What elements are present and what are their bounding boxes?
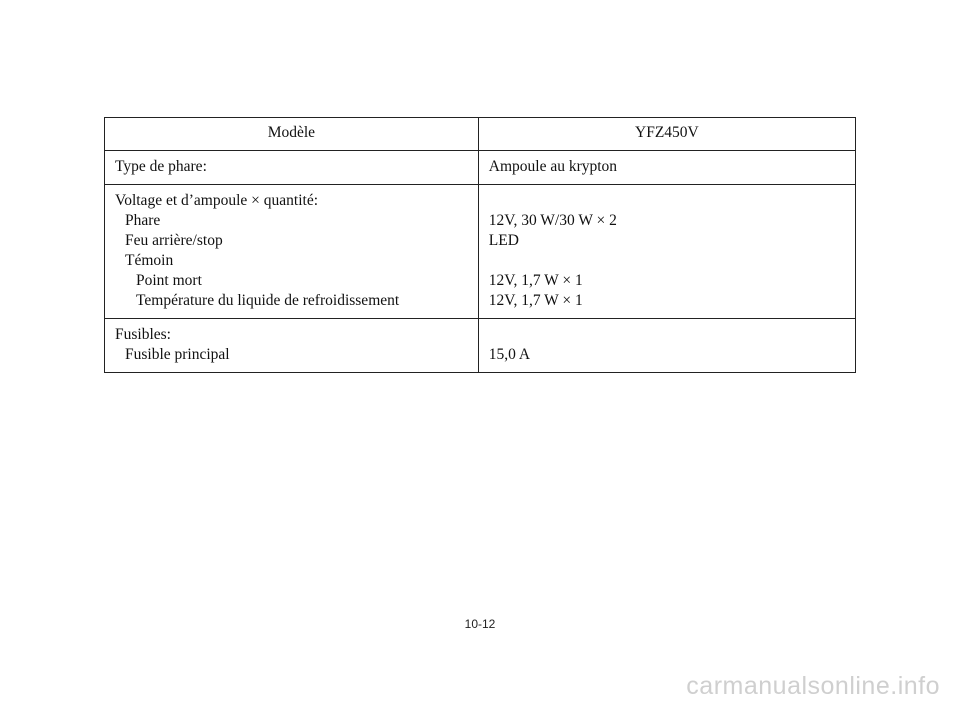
page-number: 10-12 bbox=[464, 617, 496, 631]
headlight-type-label-cell bbox=[105, 151, 479, 185]
table-row bbox=[105, 185, 856, 319]
header-model-cell bbox=[105, 118, 479, 151]
coolant-temp-indicator-label: Température du liquide de refroidissement bbox=[136, 292, 400, 309]
headlight-value: 12V, 30 W/30 W × 2 bbox=[488, 212, 617, 229]
headlight-type-value-cell bbox=[478, 151, 855, 185]
table-header-row bbox=[105, 118, 856, 151]
spec-table bbox=[104, 117, 856, 373]
coolant-temp-indicator-value: 12V, 1,7 W × 1 bbox=[488, 292, 583, 309]
header-model-value: YFZ450V bbox=[635, 124, 699, 141]
header-model-label: Modèle bbox=[267, 124, 316, 141]
table-row bbox=[105, 151, 856, 185]
indicator-label: Témoin bbox=[125, 252, 174, 269]
bulb-section-label: Voltage et d’ampoule × quantité: bbox=[115, 192, 319, 209]
fuse-labels-cell bbox=[105, 319, 479, 373]
neutral-indicator-label: Point mort bbox=[136, 272, 202, 289]
fuse-section-label: Fusibles: bbox=[115, 326, 171, 343]
tail-brake-light-value: LED bbox=[488, 232, 519, 249]
header-model-value-cell bbox=[478, 118, 855, 151]
watermark-text: carmanualsonline.info bbox=[686, 672, 940, 700]
table-row bbox=[105, 319, 856, 373]
main-fuse-label: Fusible principal bbox=[125, 346, 230, 363]
main-fuse-value: 15,0 A bbox=[488, 346, 531, 363]
bulb-values-cell bbox=[478, 185, 855, 319]
headlight-label: Phare bbox=[125, 212, 161, 229]
tail-brake-light-label: Feu arrière/stop bbox=[125, 232, 223, 249]
neutral-indicator-value: 12V, 1,7 W × 1 bbox=[488, 272, 583, 289]
headlight-type-label: Type de phare: bbox=[115, 158, 207, 175]
bulb-labels-cell bbox=[105, 185, 479, 319]
fuse-values-cell bbox=[478, 319, 855, 373]
headlight-type-value: Ampoule au krypton bbox=[488, 158, 618, 175]
